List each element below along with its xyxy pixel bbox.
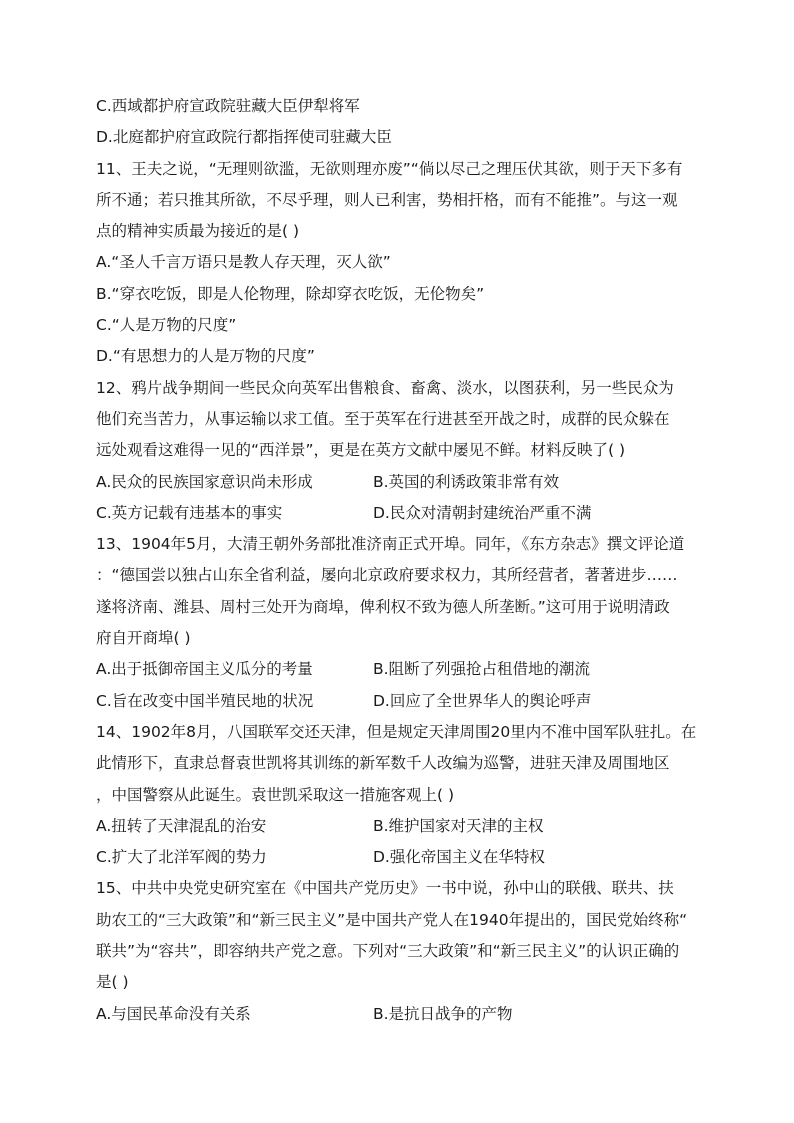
question-14-stem <box>96 717 716 811</box>
question-15-stem <box>96 873 716 998</box>
question-11-stem <box>96 154 716 248</box>
question-13-options-row <box>96 654 716 685</box>
stem-line: 13、1904年5月，大清王朝外务部批准济南正式开埠。同年，《东方杂志》撰文评论道 <box>96 535 685 554</box>
stem-line: 他们充当苦力，从事运输以求工值。至于英军在行进甚至开战之时，成群的民众躲在 <box>96 409 670 428</box>
stem-line: 遂将济南、潍县、周村三处开为商埠，俾利权不致为德人所垄断。”这可用于说明清政 <box>96 597 670 616</box>
question-11-option-b: B.“穿衣吃饭，即是人伦物理，除却穿衣吃饭，无伦物矣” <box>96 284 485 303</box>
stem-line: 助农工的“三大政策”和“新三民主义”是中国共产党人在1940年提出的，国民党始终称“ <box>96 910 688 929</box>
question-14-option-b: B.维护国家对天津的主权 <box>373 816 544 835</box>
stem-line: ，中国警察从此诞生。袁世凯采取这一措施客观上( ) <box>96 785 455 804</box>
stem-line: 15、中共中央党史研究室在《中国共产党历史》一书中说，孙中山的联俄、联共、扶 <box>96 879 674 898</box>
question-14-options-row <box>96 842 716 873</box>
question-13-options-row <box>96 686 716 717</box>
question-11-option-d: D.“有思想力的人是万物的尺度” <box>96 347 315 366</box>
question-15-option-a: A.与国民革命没有关系 <box>96 1004 251 1023</box>
stem-line: 府自开商埠( ) <box>96 629 191 648</box>
question-13-option-b: B.阻断了列强抢占租借地的潮流 <box>373 660 591 679</box>
question-14-options-row <box>96 811 716 842</box>
question-14-option-a: A.扭转了天津混乱的治安 <box>96 816 267 835</box>
stem-line: ：“德国尝以独占山东全省利益，屡向北京政府要求权力，其所经营者，著著进步…… <box>96 566 678 585</box>
question-13-option-c: C.旨在改变中国半殖民地的状况 <box>96 691 314 710</box>
stem-line: 所不通；若只推其所欲，不尽乎理，则人已利害，势相扞格，而有不能推”。与这一观 <box>96 190 678 209</box>
question-12-option-d: D.民众对清朝封建统治严重不满 <box>373 503 592 522</box>
question-13-option-d: D.回应了全世界华人的舆论呼声 <box>373 691 592 710</box>
stem-line: 11、王夫之说，“无理则欲滥，无欲则理亦废”“倘以尽己之理压伏其欲，则于天下多有 <box>96 159 683 178</box>
question-13-stem <box>96 529 716 654</box>
question-15-option-b: B.是抗日战争的产物 <box>373 1004 513 1023</box>
option-line: D.北庭都护府宣政院行都指挥使司驻藏大臣 <box>96 128 392 147</box>
option-line: C.西域都护府宣政院驻藏大臣伊犁将军 <box>96 97 360 115</box>
page-content <box>96 91 716 1030</box>
question-12-option-b: B.英国的利诱政策非常有效 <box>373 472 560 491</box>
question-12-option-c: C.英方记载有违基本的事实 <box>96 503 283 522</box>
question-15-options-row <box>96 999 716 1030</box>
question-13-option-a: A.出于抵御帝国主义瓜分的考量 <box>96 660 313 679</box>
question-11-option-c: C.“人是万物的尺度” <box>96 316 237 335</box>
question-12-options-row <box>96 467 716 498</box>
stem-line: 12、鸦片战争期间一些民众向英军出售粮食、畜禽、淡水，以图获利，另一些民众为 <box>96 378 674 397</box>
stem-line: 远处观看这难得一见的“西洋景”，更是在英方文献中屡见不鲜。材料反映了( ) <box>96 441 626 460</box>
question-12-options-row <box>96 498 716 529</box>
question-14-option-d: D.强化帝国主义在华特权 <box>373 848 545 867</box>
stem-line: 联共”为“容共”，即容纳共产党之意。下列对“三大政策”和“新三民主义”的认识正确的 <box>96 942 680 961</box>
stem-line: 此情形下，直隶总督袁世凯将其训练的新军数千人改编为巡警，进驻天津及周围地区 <box>96 754 670 773</box>
question-12-stem <box>96 373 716 467</box>
question-14-option-c: C.扩大了北洋军阀的势力 <box>96 848 267 867</box>
stem-line: 是( ) <box>96 973 129 992</box>
stem-line: 点的精神实质最为接近的是( ) <box>96 222 300 241</box>
question-11-option-a: A.“圣人千言万语只是教人存天理，灭人欲” <box>96 253 391 272</box>
stem-line: 14、1902年8月，八国联军交还天津，但是规定天津周围20里内不准中国军队驻扎。在 <box>96 722 697 741</box>
question-12-option-a: A.民众的民族国家意识尚未形成 <box>96 472 313 491</box>
